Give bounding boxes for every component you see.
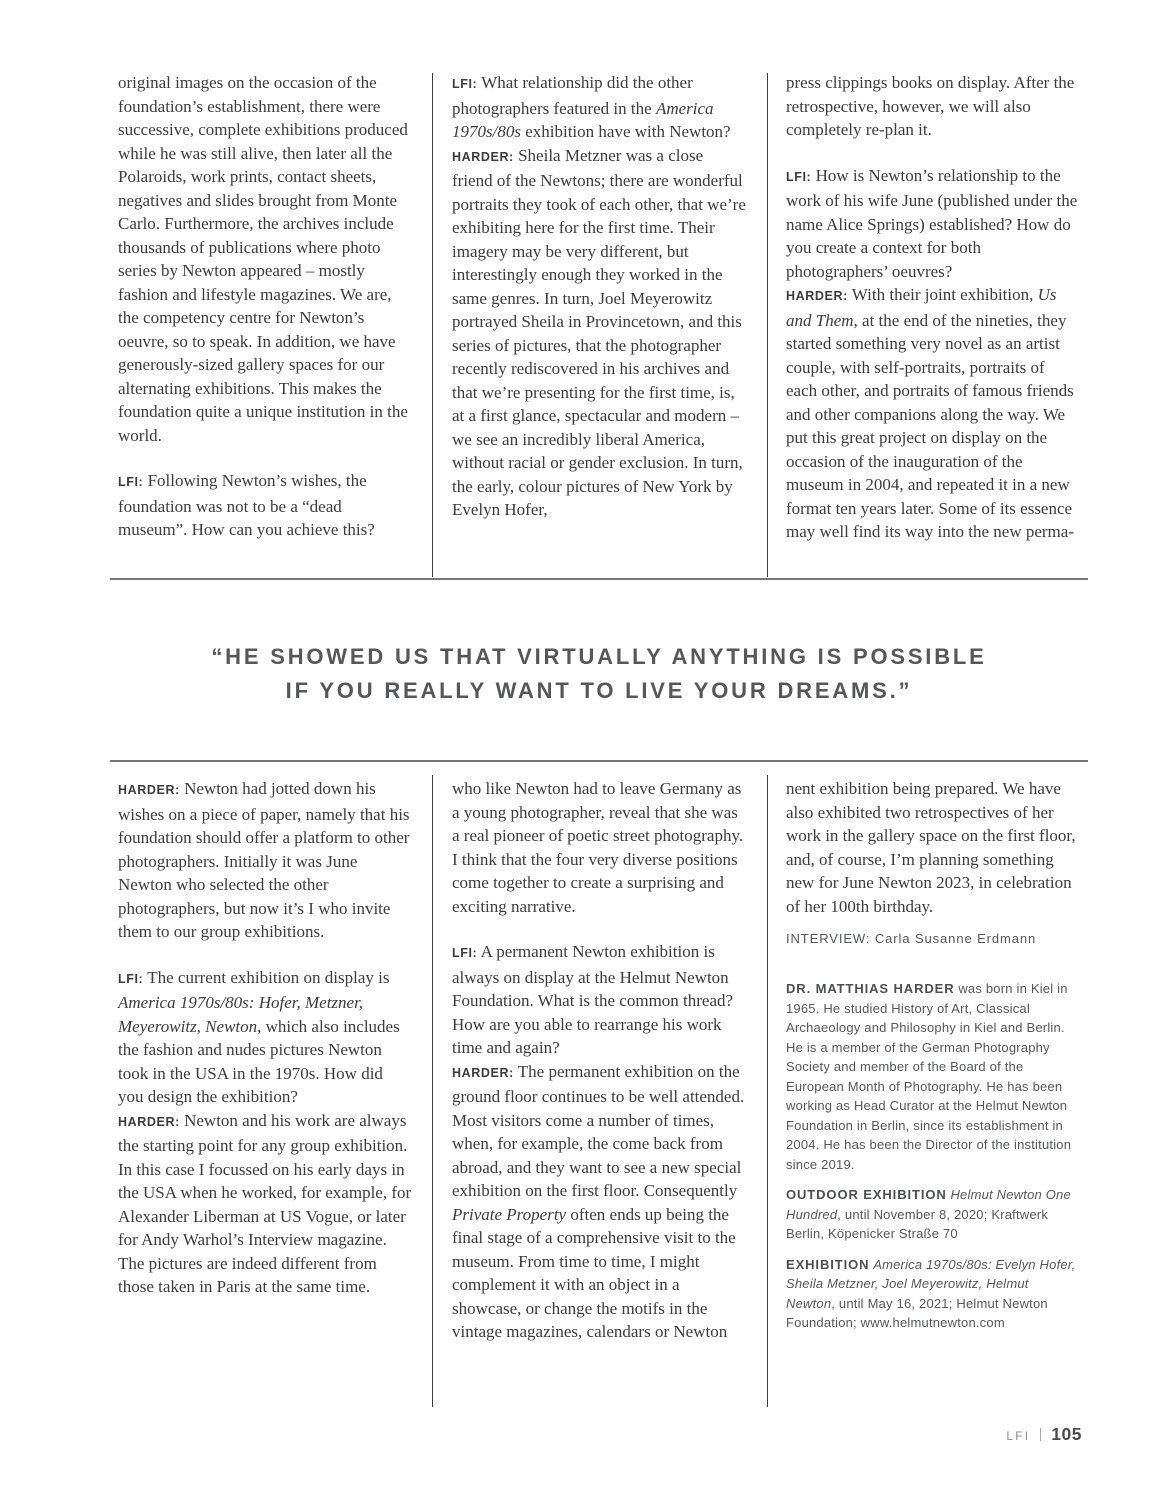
text-segment: , which also includes the fashion and nudes pictures Newton took in the USA in the 1970s. How did you design the exhibition?	[118, 1016, 400, 1106]
paragraph	[452, 71, 746, 144]
bottom-section	[118, 777, 1080, 1344]
text-segment: press clippings books on display. After the retrospective, however, we will also completely re-plan it.	[786, 73, 1075, 139]
text-segment: Private Property	[452, 1204, 567, 1224]
text-segment: The permanent exhibition on the ground floor continues to be well attended. Most visitors come a number of times, when, for example, the come back from abroad, and they want to see a new special exhibition on the first floor. Consequently	[452, 1061, 745, 1200]
text-segment: who like Newton had to leave Germany as a young photographer, reveal that she was a real pioneer of poetic street photography. I think that the four very diverse positions come together to create a surprising and exciting narrative.	[452, 779, 744, 916]
paragraph	[452, 940, 746, 1060]
paragraph	[118, 1109, 412, 1299]
paragraph	[452, 144, 746, 522]
bottom-column-2	[452, 777, 746, 1344]
paragraph	[786, 1185, 1080, 1244]
text-segment: exhibition have with Newton?	[520, 122, 731, 141]
text-segment: , until November 8, 2020; Kraftwerk Berlin, Köpenicker Straße 70	[786, 1206, 1049, 1241]
text-segment: original images on the occasion of the foundation’s establishment, there were successive, complete exhibitions produced while he was still alive, then later all the Polaroids, work prints, contact sheets, negatives and slides brought from Monte Carlo. Furthermore, the archives include thousands of publications where photo series by Newton appeared – mostly fashion and lifestyle magazines. We are, the competency centre for Newton’s oeuvre, so to speak. In addition, we have generously-sized gallery spaces for our alternating exhibitions. This makes the foundation quite a unique institution in the world.	[118, 73, 408, 445]
column-divider	[432, 775, 433, 1407]
text-segment: America 1970s/80s	[452, 98, 714, 141]
column-divider	[432, 73, 433, 577]
speaker-label: HARDER:	[452, 1065, 514, 1080]
text-segment: America 1970s/80s: Evelyn Hofer, Sheila Metzner, Joel Meyerowitz, Helmut Newton	[786, 1256, 1076, 1311]
text-segment: Helmut Newton One Hundred	[786, 1187, 1071, 1222]
text-segment: A permanent Newton exhibition is always on display at the Helmut Newton Foundation. What is the common thread? How are you able to rearrange his work time and again?	[452, 942, 734, 1057]
speaker-label: HARDER:	[452, 149, 514, 164]
speaker-label: HARDER:	[118, 783, 180, 797]
text-segment: was born in Kiel in 1965. He studied History of Art, Classical Archaeology and Philosophy in Kiel and Berlin. He is a member of the German Photography Society and member of the Board of the European Month of Photography. He has been working as Head Curator at the Helmut Newton Foundation in Berlin, since its establishment in 2004. He has been the Director of the institution since 2019.	[786, 981, 1072, 1172]
text-segment: , until May 16, 2021; Helmut Newton Foundation; www.helmutnewton.com	[786, 1295, 1048, 1330]
speaker-label: LFI:	[452, 946, 478, 960]
paragraph	[786, 164, 1080, 284]
text-segment: DR. MATTHIAS HARDER	[786, 981, 955, 996]
paragraph	[452, 1060, 746, 1344]
text-segment: INTERVIEW: Carla Susanne Erdmann	[786, 931, 1037, 946]
text-segment: , at the end of the nineties, they started something very novel as an artist couple, with self-portraits, portraits of each other, and portraits of famous friends and other companions along the way. We put this great project on display on the occasion of the inauguration of the museum in 2004, and repeated it in a new format ten years later. Some of its essence may well find its way into the new perma-	[786, 310, 1074, 541]
paragraph	[118, 469, 412, 542]
top-column-2	[452, 71, 746, 544]
page-number: 105	[1051, 1424, 1082, 1444]
text-segment: Us and Them	[786, 285, 1057, 330]
quote-rule-top	[110, 578, 1088, 580]
pull-quote-line-1: “HE SHOWED US THAT VIRTUALLY ANYTHING IS POSSIBLE	[211, 644, 987, 669]
paragraph	[786, 283, 1080, 544]
speaker-label: HARDER:	[786, 289, 848, 303]
speaker-label: LFI:	[118, 971, 144, 986]
text-segment: With their joint exhibition,	[847, 285, 1038, 304]
paragraph	[786, 929, 1080, 948]
speaker-label: LFI:	[786, 169, 812, 184]
magazine-name: LFI	[1006, 1429, 1031, 1443]
text-segment: Newton had jotted down his wishes on a piece of paper, namely that his foundation should offer a platform to other photographers. Initially it was June Newton who selected the other photographers, but now it’s I who invite them to our group exhibitions.	[118, 779, 410, 941]
text-segment: How is Newton’s relationship to the work of his wife June (published under the name Alice Springs) established? How do you create a context for both photographers’ oeuvres?	[786, 165, 1078, 281]
paragraph	[118, 966, 412, 1109]
bottom-column-1	[118, 777, 412, 1344]
text-segment: What relationship did the other photographers featured in the	[452, 73, 693, 118]
text-segment: The current exhibition on display is	[143, 967, 390, 987]
footer-divider	[1040, 1428, 1041, 1441]
paragraph	[118, 777, 412, 944]
speaker-label: LFI:	[452, 77, 478, 91]
top-section	[118, 71, 1080, 544]
text-segment: America 1970s/80s: Hofer, Metzner, Meyerowitz, Newton	[118, 993, 364, 1036]
paragraph	[786, 777, 1080, 918]
paragraph	[786, 1255, 1080, 1333]
paragraph	[786, 71, 1080, 142]
page-footer	[1006, 1424, 1082, 1445]
quote-rule-bottom	[110, 760, 1088, 762]
paragraph	[452, 777, 746, 918]
text-segment: nent exhibition being prepared. We have also exhibited two retrospectives of her work in the gallery space on the first floor, and, of course, I’m planning something new for June Newton 2023, in celebration of her 100th birthday.	[786, 779, 1076, 916]
speaker-label: HARDER:	[118, 1114, 180, 1129]
text-segment: OUTDOOR EXHIBITION	[786, 1187, 947, 1202]
paragraph	[786, 979, 1080, 1174]
pull-quote-line-2: IF YOU REALLY WANT TO LIVE YOUR DREAMS.”	[285, 678, 913, 703]
bottom-column-3	[786, 777, 1080, 1344]
top-column-1	[118, 71, 412, 544]
pull-quote	[118, 640, 1080, 708]
paragraph	[118, 71, 412, 447]
text-segment: often ends up being the final stage of a comprehensive visit to the museum. From time to time, I might complement it with an object in a showcase, or change the motifs in the vintage magazines, calendars or Newton	[452, 1204, 736, 1341]
text-segment: Following Newton’s wishes, the foundation was not to be a “dead museum”. How can you achieve this?	[118, 471, 375, 539]
speaker-label: LFI:	[118, 475, 144, 489]
column-divider	[767, 73, 768, 577]
text-segment: Newton and his work are always the starting point for any group exhibition. In this case I focussed on his early days in the USA when he worked, for example, for Alexander Liberman at US Vogue, or later for Andy Warhol’s Interview magazine. The pictures are indeed different from those taken in Paris at the same time.	[118, 1110, 412, 1296]
column-divider	[767, 775, 768, 1407]
text-segment: EXHIBITION	[786, 1256, 870, 1272]
top-column-3	[786, 71, 1080, 544]
text-segment: Sheila Metzner was a close friend of the Newtons; there are wonderful portraits they took of each other, that we’re exhibiting here for the first time. Their imagery may be very different, but interestingly enough they worked in the same genres. In turn, Joel Meyerowitz portrayed Sheila in Provincetown, and this series of pictures, that the photographer recently rediscovered in his archives and that we’re presenting for the first time, is, at a first glance, spectacular and modern – we see an incredibly liberal America, without racial or gender exclusion. In turn, the early, colour pictures of New York by Evelyn Hofer,	[452, 145, 746, 519]
